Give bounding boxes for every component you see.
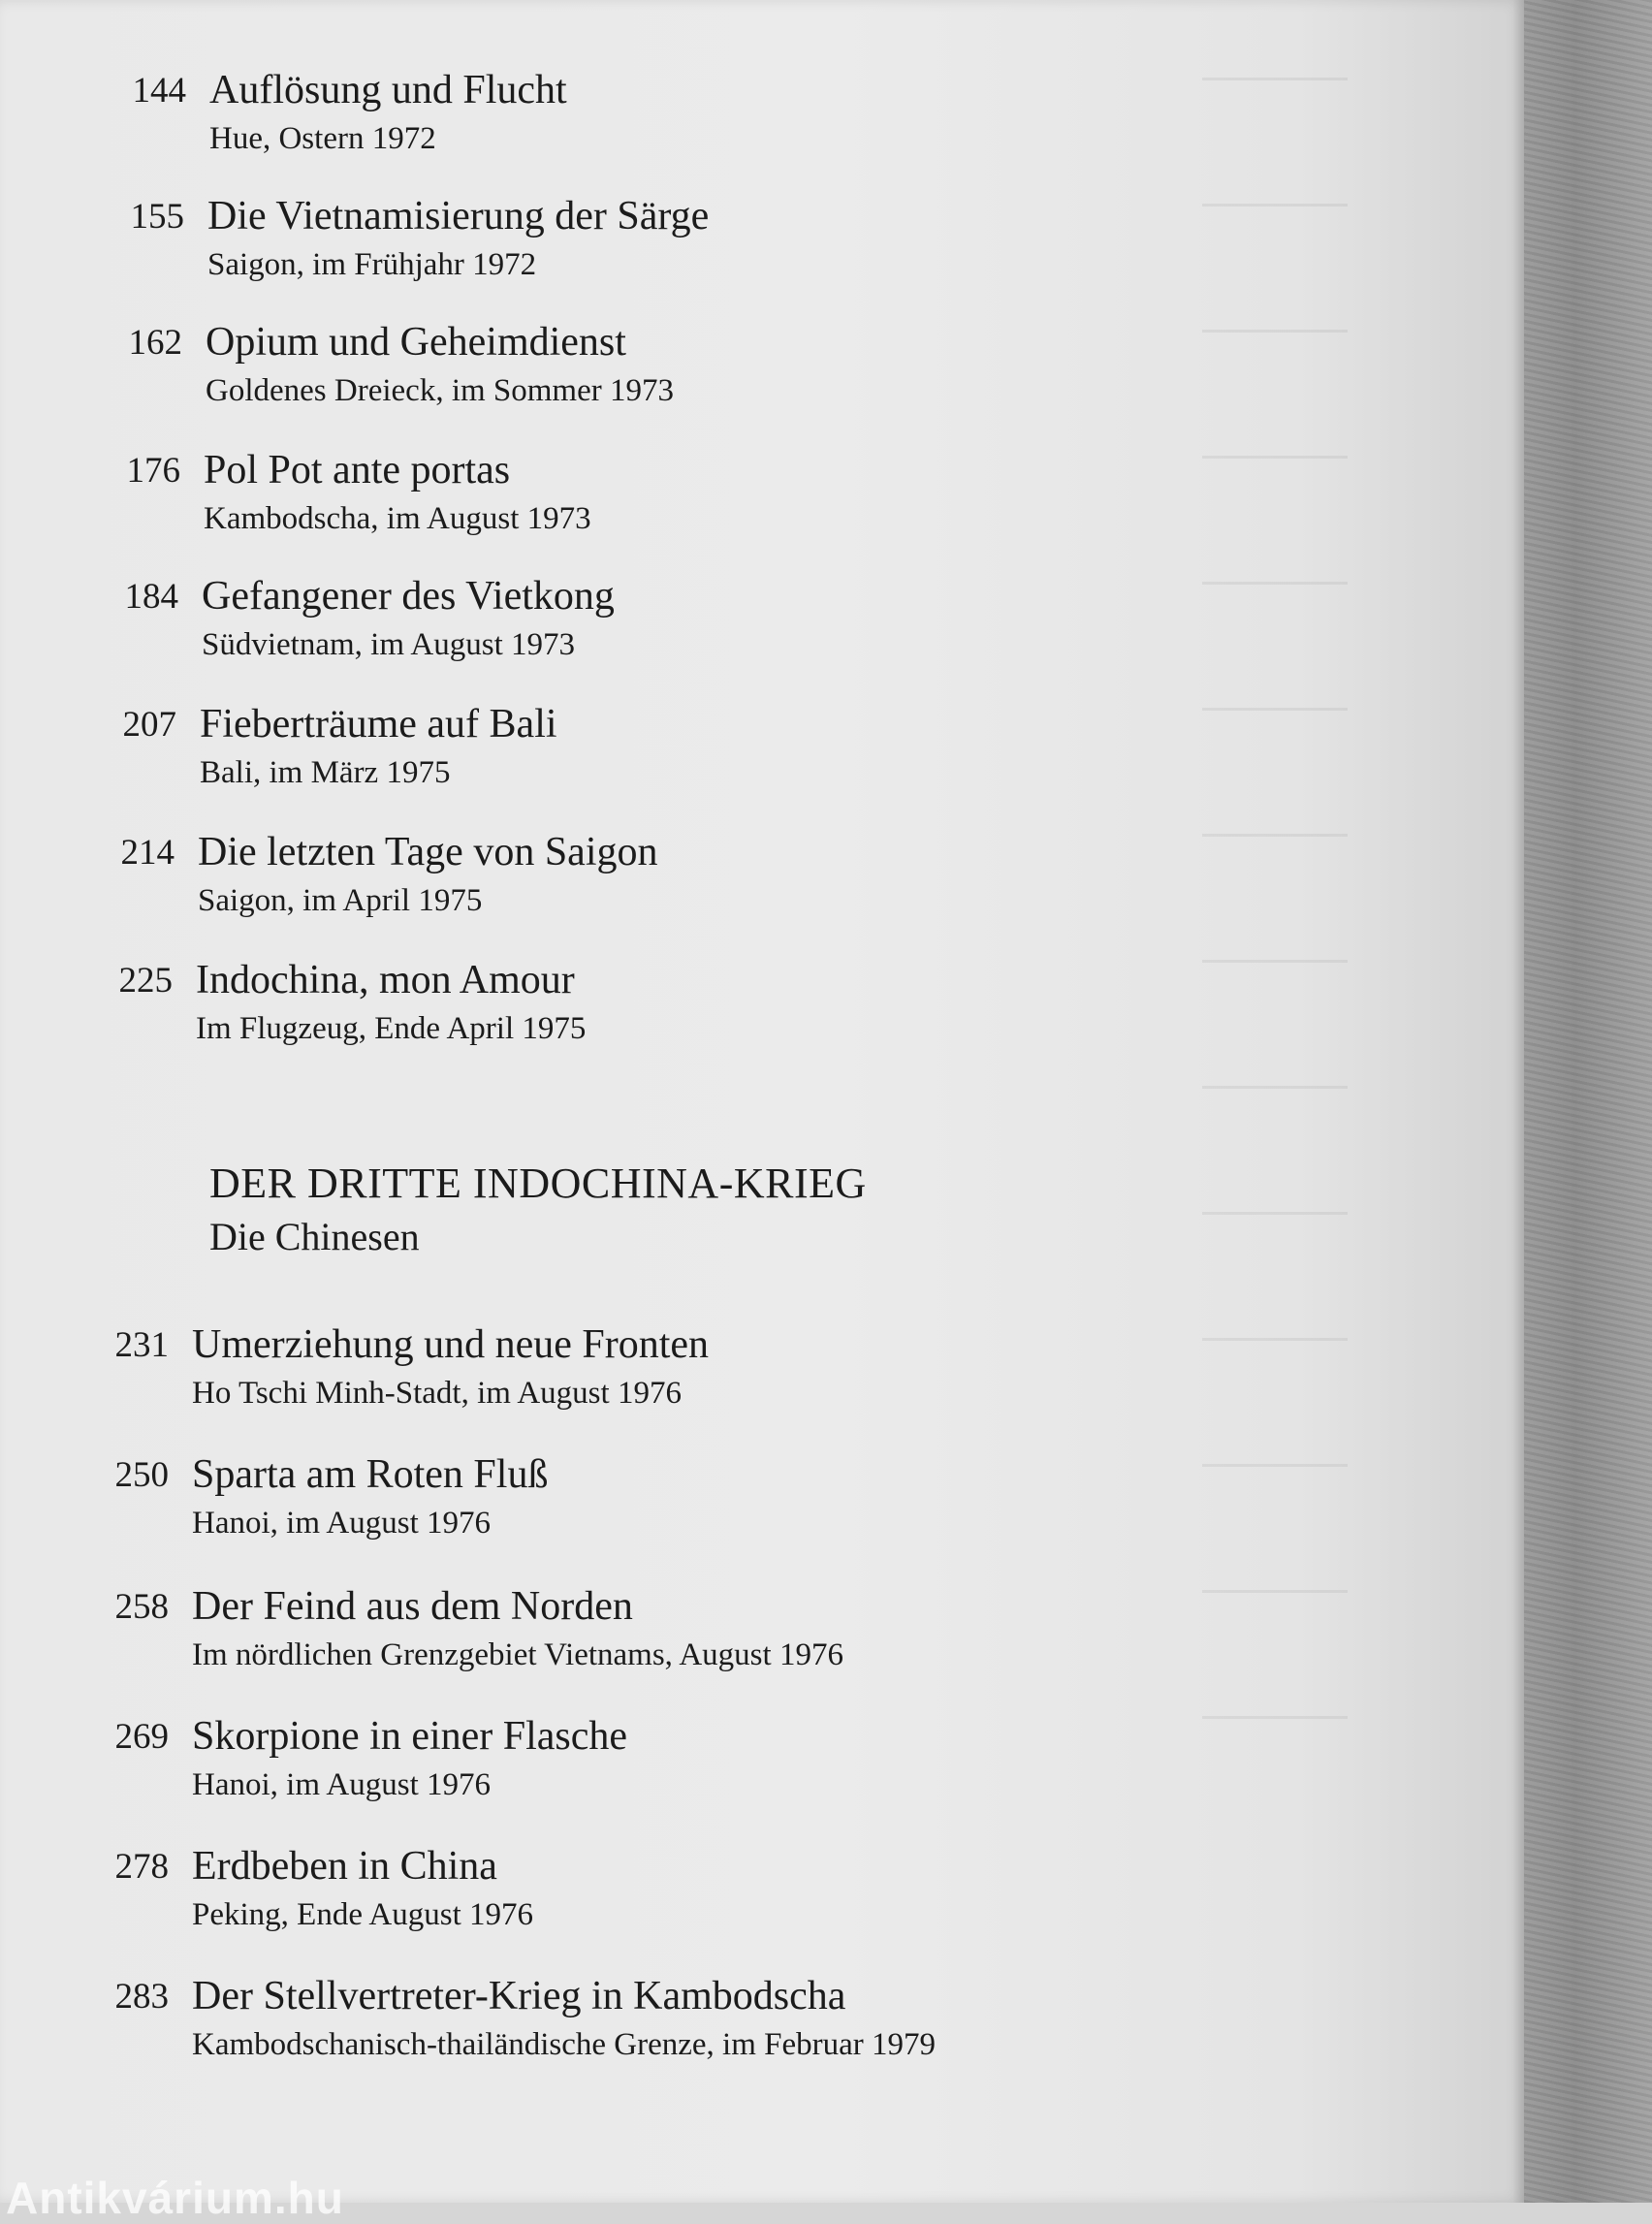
page-number: 184 (124, 577, 178, 617)
chapter-title: Der Stellvertreter-Krieg in Kambodscha (192, 1974, 846, 2018)
page-number: 162 (128, 323, 182, 363)
page-number: 278 (114, 1847, 169, 1887)
page-number: 144 (132, 71, 186, 111)
page-number: 283 (114, 1977, 169, 2017)
chapter-location: Peking, Ende August 1976 (192, 1897, 533, 1932)
show-through-text (1202, 78, 1348, 1823)
page-number: 225 (118, 961, 173, 1001)
page-number: 269 (114, 1717, 169, 1757)
background-surface (1524, 0, 1652, 2203)
chapter-location: Hanoi, im August 1976 (192, 1506, 492, 1541)
chapter-location: Kambodschanisch-thailändische Grenze, im Februar 1979 (192, 2027, 937, 2062)
page-number: 214 (120, 833, 175, 873)
chapter-title: Auflösung und Flucht (209, 68, 567, 112)
chapter-location: Südvietnam, im August 1973 (202, 627, 576, 662)
chapter-title: Opium und Geheimdienst (206, 320, 626, 365)
chapter-title: Indochina, mon Amour (196, 958, 575, 1002)
chapter-location: Bali, im März 1975 (200, 755, 451, 790)
chapter-location: Hanoi, im August 1976 (192, 1767, 492, 1802)
chapter-location: Ho Tschi Minh-Stadt, im August 1976 (192, 1376, 682, 1411)
section-heading (209, 1158, 1276, 1262)
section-title: DER DRITTE INDOCHINA-KRIEG (209, 1160, 867, 1207)
chapter-title: Umerziehung und neue Fronten (192, 1322, 710, 1367)
chapter-location: Kambodscha, im August 1973 (204, 501, 591, 536)
chapter-title: Sparta am Roten Fluß (192, 1452, 549, 1497)
page-number: 155 (130, 197, 184, 237)
page-number: 231 (114, 1325, 169, 1365)
chapter-location: Im Flugzeug, Ende April 1975 (196, 1011, 587, 1046)
chapter-title: Pol Pot ante portas (204, 448, 511, 492)
chapter-title: Der Feind aus dem Norden (192, 1584, 633, 1629)
watermark-text: Antikvárium.hu (6, 2173, 344, 2223)
page-number: 207 (122, 705, 176, 745)
page-number: 258 (114, 1587, 169, 1627)
chapter-title: Erdbeben in China (192, 1844, 497, 1889)
chapter-title: Fieberträume auf Bali (200, 702, 557, 747)
page-number: 176 (126, 451, 180, 491)
chapter-location: Goldenes Dreieck, im Sommer 1973 (206, 373, 674, 408)
chapter-title: Die Vietnamisierung der Särge (207, 194, 710, 238)
chapter-location: Saigon, im Frühjahr 1972 (207, 247, 537, 282)
chapter-location: Hue, Ostern 1972 (209, 121, 436, 156)
chapter-title: Die letzten Tage von Saigon (198, 830, 658, 874)
chapter-location: Im nördlichen Grenzgebiet Vietnams, August 1976 (192, 1637, 843, 1672)
chapter-title: Gefangener des Vietkong (202, 574, 615, 619)
section-subtitle: Die Chinesen (209, 1215, 420, 1258)
page-number: 250 (114, 1455, 169, 1495)
chapter-title: Skorpione in einer Flasche (192, 1714, 628, 1759)
chapter-location: Saigon, im April 1975 (198, 883, 483, 918)
